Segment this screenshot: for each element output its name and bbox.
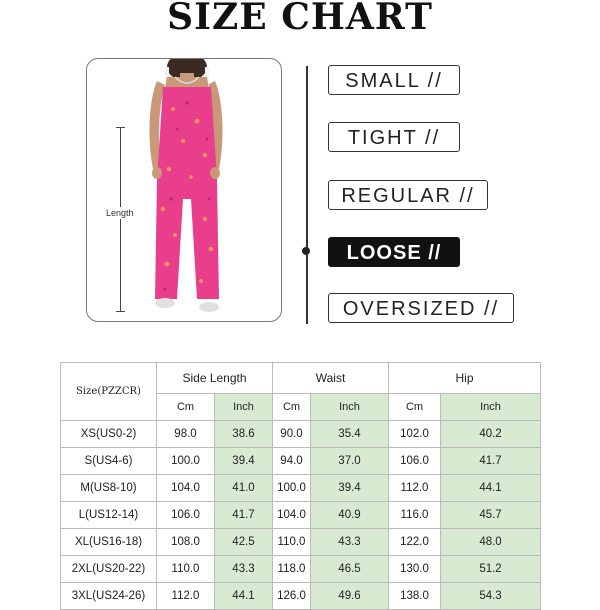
fit-oversized: OVERSIZED //	[328, 293, 514, 323]
inch-cell: 44.1	[441, 475, 541, 502]
inch-cell: 40.9	[311, 502, 389, 529]
inch-cell: 43.3	[311, 529, 389, 556]
size-cell: L(US12-14)	[61, 502, 157, 529]
table-row	[61, 448, 541, 475]
inch-cell: 42.5	[215, 529, 273, 556]
size-cell: S(US4-6)	[61, 448, 157, 475]
cm-cell: 104.0	[273, 502, 311, 529]
table-row	[61, 583, 541, 610]
cm-cell: 102.0	[389, 421, 441, 448]
group-header-side-length: Side Length	[157, 363, 273, 394]
inch-cell: 41.7	[215, 502, 273, 529]
cm-cell: 112.0	[389, 475, 441, 502]
page-title: SIZE CHART	[167, 0, 433, 38]
group-header-hip: Hip	[389, 363, 541, 394]
inch-cell: 38.6	[215, 421, 273, 448]
fit-regular: REGULAR //	[328, 180, 488, 210]
cm-cell: 126.0	[273, 583, 311, 610]
fit-loose: LOOSE //	[328, 237, 460, 267]
product-photo	[86, 58, 282, 322]
model-jumpsuit-illustration	[87, 59, 281, 321]
cm-cell: 90.0	[273, 421, 311, 448]
fit-scale-line	[306, 66, 308, 324]
inch-cell: 43.3	[215, 556, 273, 583]
size-column-header: Size(PZZCR)	[61, 363, 157, 421]
inch-cell: 51.2	[441, 556, 541, 583]
table-row	[61, 502, 541, 529]
size-cell: 2XL(US20-22)	[61, 556, 157, 583]
inch-cell: 40.2	[441, 421, 541, 448]
size-table-body	[61, 421, 541, 610]
fit-indicator-dot	[302, 247, 310, 255]
size-table	[60, 362, 541, 610]
inch-cell: 46.5	[311, 556, 389, 583]
unit-header: Cm	[389, 394, 441, 421]
unit-header: Inch	[311, 394, 389, 421]
cm-cell: 108.0	[157, 529, 215, 556]
cm-cell: 100.0	[273, 475, 311, 502]
group-header-waist: Waist	[273, 363, 389, 394]
size-cell: 3XL(US24-26)	[61, 583, 157, 610]
cm-cell: 94.0	[273, 448, 311, 475]
inch-cell: 35.4	[311, 421, 389, 448]
inch-cell: 45.7	[441, 502, 541, 529]
table-row	[61, 421, 541, 448]
cm-cell: 106.0	[157, 502, 215, 529]
size-cell: XL(US16-18)	[61, 529, 157, 556]
size-cell: M(US8-10)	[61, 475, 157, 502]
cm-cell: 122.0	[389, 529, 441, 556]
inch-cell: 49.6	[311, 583, 389, 610]
inch-cell: 54.3	[441, 583, 541, 610]
length-label: Length	[106, 208, 134, 218]
cm-cell: 130.0	[389, 556, 441, 583]
cm-cell: 100.0	[157, 448, 215, 475]
cm-cell: 104.0	[157, 475, 215, 502]
inch-cell: 41.7	[441, 448, 541, 475]
cm-cell: 98.0	[157, 421, 215, 448]
unit-header: Inch	[441, 394, 541, 421]
cm-cell: 118.0	[273, 556, 311, 583]
jumpsuit-body	[155, 87, 219, 299]
unit-header: Inch	[215, 394, 273, 421]
fit-tight: TIGHT //	[328, 122, 460, 152]
table-row	[61, 556, 541, 583]
inch-cell: 44.1	[215, 583, 273, 610]
cm-cell: 110.0	[273, 529, 311, 556]
unit-header: Cm	[273, 394, 311, 421]
cm-cell: 116.0	[389, 502, 441, 529]
table-row	[61, 529, 541, 556]
cm-cell: 112.0	[157, 583, 215, 610]
length-measure-line	[120, 127, 121, 311]
inch-cell: 39.4	[311, 475, 389, 502]
inch-cell: 37.0	[311, 448, 389, 475]
table-row	[61, 475, 541, 502]
fit-small: SMALL //	[328, 65, 460, 95]
cm-cell: 138.0	[389, 583, 441, 610]
inch-cell: 41.0	[215, 475, 273, 502]
length-bottom-tick	[116, 311, 125, 312]
cm-cell: 106.0	[389, 448, 441, 475]
inch-cell: 48.0	[441, 529, 541, 556]
cm-cell: 110.0	[157, 556, 215, 583]
inch-cell: 39.4	[215, 448, 273, 475]
size-cell: XS(US0-2)	[61, 421, 157, 448]
unit-header: Cm	[157, 394, 215, 421]
